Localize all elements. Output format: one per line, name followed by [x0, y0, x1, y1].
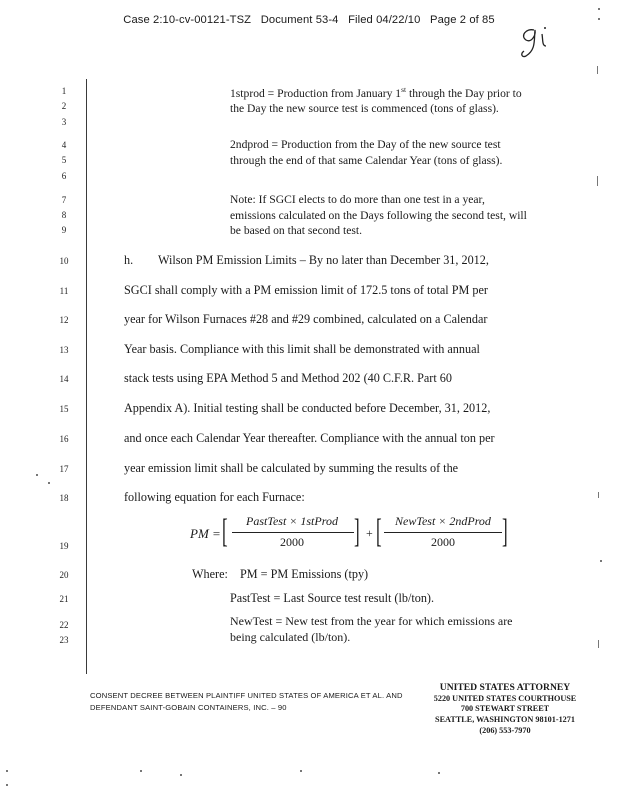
paragraph-line: Appendix A). Initial testing shall be conducted before December, 31, 2012, [124, 401, 491, 415]
paragraph-heading-line: Wilson PM Emission Limits – By no later than December 31, 2012, [158, 253, 489, 267]
line-number: 13 [59, 345, 69, 355]
line-number: 9 [61, 225, 67, 235]
scan-speck [48, 482, 50, 484]
fraction-bar [384, 532, 502, 533]
footer-attorney-block [400, 683, 610, 737]
case-header: Case 2:10-cv-00121-TSZ Document 53-4 Filed 04/22/10 Page 2 of 85 [123, 14, 495, 26]
definition-2ndprod: 2ndprod = Production from the Day of the new source test through the end of that same Calendar Year (tons of glass). [230, 138, 503, 167]
line-number: 23 [59, 635, 69, 645]
line-number: 7 [61, 195, 67, 205]
term1-numerator: PastTest × 1stProd [246, 514, 338, 528]
line-number: 3 [61, 117, 67, 127]
fraction-bar [232, 532, 354, 533]
scan-speck [598, 492, 599, 498]
definition-1stprod-text: 1stprod = Production from January 1 [230, 86, 402, 100]
paragraph-line: following equation for each Furnace: [124, 490, 305, 504]
line-number: 16 [59, 434, 69, 444]
where-pm: PM = PM Emissions (tpy) [240, 567, 369, 581]
line-number: 12 [59, 315, 69, 325]
left-bracket: [ [376, 513, 382, 550]
term2-denominator: 2000 [431, 535, 455, 549]
line-number: 6 [61, 171, 67, 181]
definition-1stprod-rest: through the Day prior to the Day the new source test is commenced (tons of glass). [230, 86, 522, 116]
equation-lhs: PM = [190, 526, 221, 541]
scan-speck [597, 66, 598, 74]
where-pasttest: PastTest = Last Source test result (lb/ton). [230, 591, 435, 605]
scan-speck [438, 772, 440, 774]
paragraph-line: SGCI shall comply with a PM emission limit of 172.5 tons of total PM per [124, 283, 488, 297]
scan-speck [598, 8, 600, 10]
footer-phone: (206) 553-7970 [479, 725, 531, 735]
where-newtest: NewTest = New test from the year for which emissions are being calculated (lb/ton). [230, 614, 513, 644]
scan-speck [36, 474, 38, 476]
line-number: 2 [61, 101, 67, 111]
scan-speck [140, 770, 142, 772]
paragraph-line: Year basis. Compliance with this limit shall be demonstrated with annual [124, 342, 480, 356]
where-label: Where: [192, 567, 228, 581]
right-bracket: ] [502, 513, 508, 550]
paragraph-line: year emission limit shall be calculated by summing the results of the [124, 461, 459, 475]
line-number: 17 [59, 464, 69, 474]
line-number: 8 [61, 210, 67, 220]
footer-address-line: 5220 UNITED STATES COURTHOUSE [433, 693, 577, 703]
line-number: 11 [59, 286, 69, 296]
line-number: 5 [61, 155, 67, 165]
scan-speck [598, 640, 599, 648]
paragraph-line: and once each Calendar Year thereafter. Compliance with the annual ton per [124, 431, 495, 445]
paragraph-line: stack tests using EPA Method 5 and Method 202 (40 C.F.R. Part 60 [124, 371, 452, 385]
scan-speck [600, 560, 602, 562]
scan-speck [598, 18, 600, 20]
scan-speck [6, 770, 8, 772]
left-bracket: [ [222, 513, 228, 550]
term2-numerator: NewTest × 2ndProd [395, 514, 491, 528]
note-text: Note: If SGCI elects to do more than one test in a year, emissions calculated on the Days following the second test, will be based on that second test. [230, 193, 527, 238]
line-number: 15 [59, 404, 69, 414]
right-bracket: ] [354, 513, 360, 550]
line-number: 10 [59, 256, 69, 266]
footer-address-line: 700 STEWART STREET [460, 704, 550, 714]
line-number: 1 [61, 86, 67, 96]
scan-speck [597, 176, 598, 186]
line-number: 22 [59, 620, 69, 630]
footer-address-line: SEATTLE, WASHINGTON 98101-1271 [435, 715, 575, 725]
margin-rule [86, 79, 87, 674]
line-number: 18 [59, 493, 69, 503]
line-number: 20 [59, 570, 69, 580]
scan-speck [6, 784, 8, 786]
paragraph-label: h. [124, 253, 134, 267]
scan-speck [300, 770, 302, 772]
line-number: 19 [59, 541, 69, 551]
scan-speck [180, 774, 182, 776]
line-number: 4 [61, 140, 67, 150]
footer-attorney-title: UNITED STATES ATTORNEY [439, 682, 571, 693]
definition-1stprod [230, 82, 530, 117]
footer-caption: CONSENT DECREE BETWEEN PLAINTIFF UNITED STATES OF AMERICA ET AL. AND DEFENDANT SAINT-GOBAIN CONTAINERS, INC. – 90 [90, 691, 403, 712]
line-number: 21 [59, 594, 69, 604]
plus-sign: + [366, 526, 373, 540]
line-number: 14 [59, 374, 69, 384]
term1-denominator: 2000 [280, 535, 304, 549]
handwritten-initials [512, 16, 556, 60]
ordinal-superscript: st [401, 85, 407, 94]
pm-equation [190, 510, 510, 556]
paragraph-line: year for Wilson Furnaces #28 and #29 combined, calculated on a Calendar [124, 312, 488, 326]
